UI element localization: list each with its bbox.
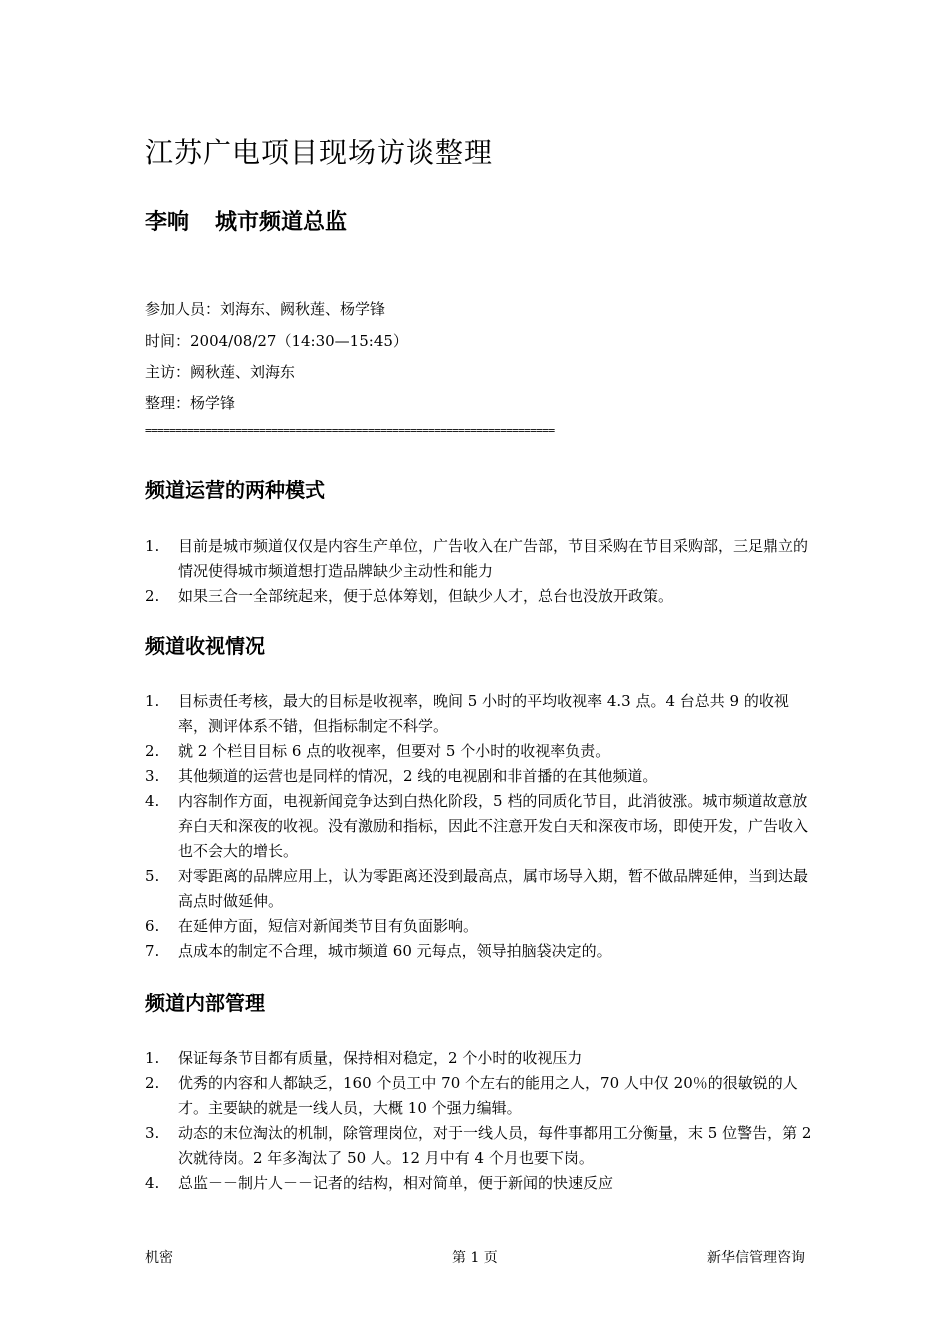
list-item: [145, 739, 817, 764]
section-list-ratings: [145, 689, 817, 964]
list-item: [145, 939, 817, 964]
list-item-text: 目标责任考核，最大的目标是收视率，晚间 5 小时的平均收视率 4.3 点。4 台总共 9 的收视率，测评体系不错，但指标制定不科学。: [178, 692, 789, 735]
meta-interviewers: 主访：阙秋莲、刘海东: [145, 363, 296, 381]
meta-time: 时间：2004/08/27（14:30—15:45）: [145, 332, 408, 350]
list-item-text: 如果三合一全部统起来，便于总体筹划，但缺少人才，总台也没放开政策。: [178, 587, 674, 605]
list-item-text: 其他频道的运营也是同样的情况，2 线的电视剧和非首播的在其他频道。: [178, 767, 658, 785]
interviewee-role: 城市频道总监: [215, 210, 348, 235]
list-item-text: 总监－－制片人－－记者的结构，相对简单，便于新闻的快速反应: [178, 1174, 614, 1192]
list-item-number: 2.: [145, 742, 160, 760]
list-item-text: 动态的末位淘汰的机制，除管理岗位，对于一线人员，每件事都用工分衡量，末 5 位警告，第 2 次就待岗。2 年多淘汰了 50 人。12 月中有 4 个月也要下岗。: [178, 1124, 812, 1167]
section-title-ratings: 频道收视情况: [145, 634, 265, 658]
footer-page-number: 第 1 页: [452, 1250, 498, 1266]
list-item-number: 5.: [145, 867, 160, 885]
list-item-number: 4.: [145, 1174, 160, 1192]
list-item: [145, 584, 817, 609]
list-item-text: 内容制作方面，电视新闻竞争达到白热化阶段，5 档的同质化节目，此消彼涨。城市频道故意放弃白天和深夜的收视。没有激励和指标，因此不注意开发白天和深夜市场，即使开发，广告收入也不会大的增长。: [178, 792, 809, 860]
footer-confidential: 机密: [145, 1250, 173, 1266]
list-item-text: 在延伸方面，短信对新闻类节目有负面影响。: [178, 917, 479, 935]
list-item-text: 目前是城市频道仅仅是内容生产单位，广告收入在广告部，节目采购在节目采购部，三足鼎立的情况使得城市频道想打造品牌缺少主动性和能力: [178, 537, 809, 580]
section-list-internal-management: [145, 1046, 817, 1196]
interviewee-heading: [145, 205, 347, 236]
section-title-operating-modes: 频道运营的两种模式: [145, 478, 325, 502]
list-item-text: 对零距离的品牌应用上，认为零距离还没到最高点，属市场导入期，暂不做品牌延伸，当到达最高点时做延伸。: [178, 867, 809, 910]
list-item-number: 1.: [145, 1049, 160, 1067]
list-item-number: 6.: [145, 917, 160, 935]
list-item-text: 优秀的内容和人都缺乏，160 个员工中 70 个左右的能用之人，70 人中仅 20％的很敏锐的人才。主要缺的就是一线人员，大概 10 个强力编辑。: [178, 1074, 798, 1117]
list-item-number: 1.: [145, 692, 160, 710]
list-item-text: 点成本的制定不合理，城市频道 60 元每点，领导拍脑袋决定的。: [178, 942, 612, 960]
list-item: [145, 764, 817, 789]
list-item-number: 7.: [145, 942, 160, 960]
list-item: [145, 1121, 817, 1171]
list-item: [145, 689, 817, 739]
list-item-number: 1.: [145, 537, 160, 555]
list-item: [145, 1046, 817, 1071]
list-item-text: 就 2 个栏目目标 6 点的收视率，但要对 5 个小时的收视率负责。: [178, 742, 611, 760]
list-item: [145, 789, 817, 864]
section-list-operating-modes: [145, 534, 817, 609]
list-item-number: 3.: [145, 767, 160, 785]
meta-recorder: 整理：杨学锋: [145, 394, 236, 412]
separator-line: ====================================================================: [145, 424, 555, 437]
list-item-text: 保证每条节目都有质量，保持相对稳定，2 个小时的收视压力: [178, 1049, 583, 1067]
list-item-number: 2.: [145, 587, 160, 605]
list-item-number: 3.: [145, 1124, 160, 1142]
list-item: [145, 534, 817, 584]
list-item: [145, 1171, 817, 1196]
list-item: [145, 914, 817, 939]
footer-company: 新华信管理咨询: [707, 1250, 805, 1266]
interviewee-name: 李响: [145, 210, 190, 235]
list-item-number: 4.: [145, 792, 160, 810]
list-item-number: 2.: [145, 1074, 160, 1092]
list-item: [145, 1071, 817, 1121]
document-title: 江苏广电项目现场访谈整理: [145, 136, 494, 169]
meta-participants: 参加人员：刘海东、阙秋莲、杨学锋: [145, 300, 386, 318]
list-item: [145, 864, 817, 914]
section-title-internal-management: 频道内部管理: [145, 991, 265, 1015]
